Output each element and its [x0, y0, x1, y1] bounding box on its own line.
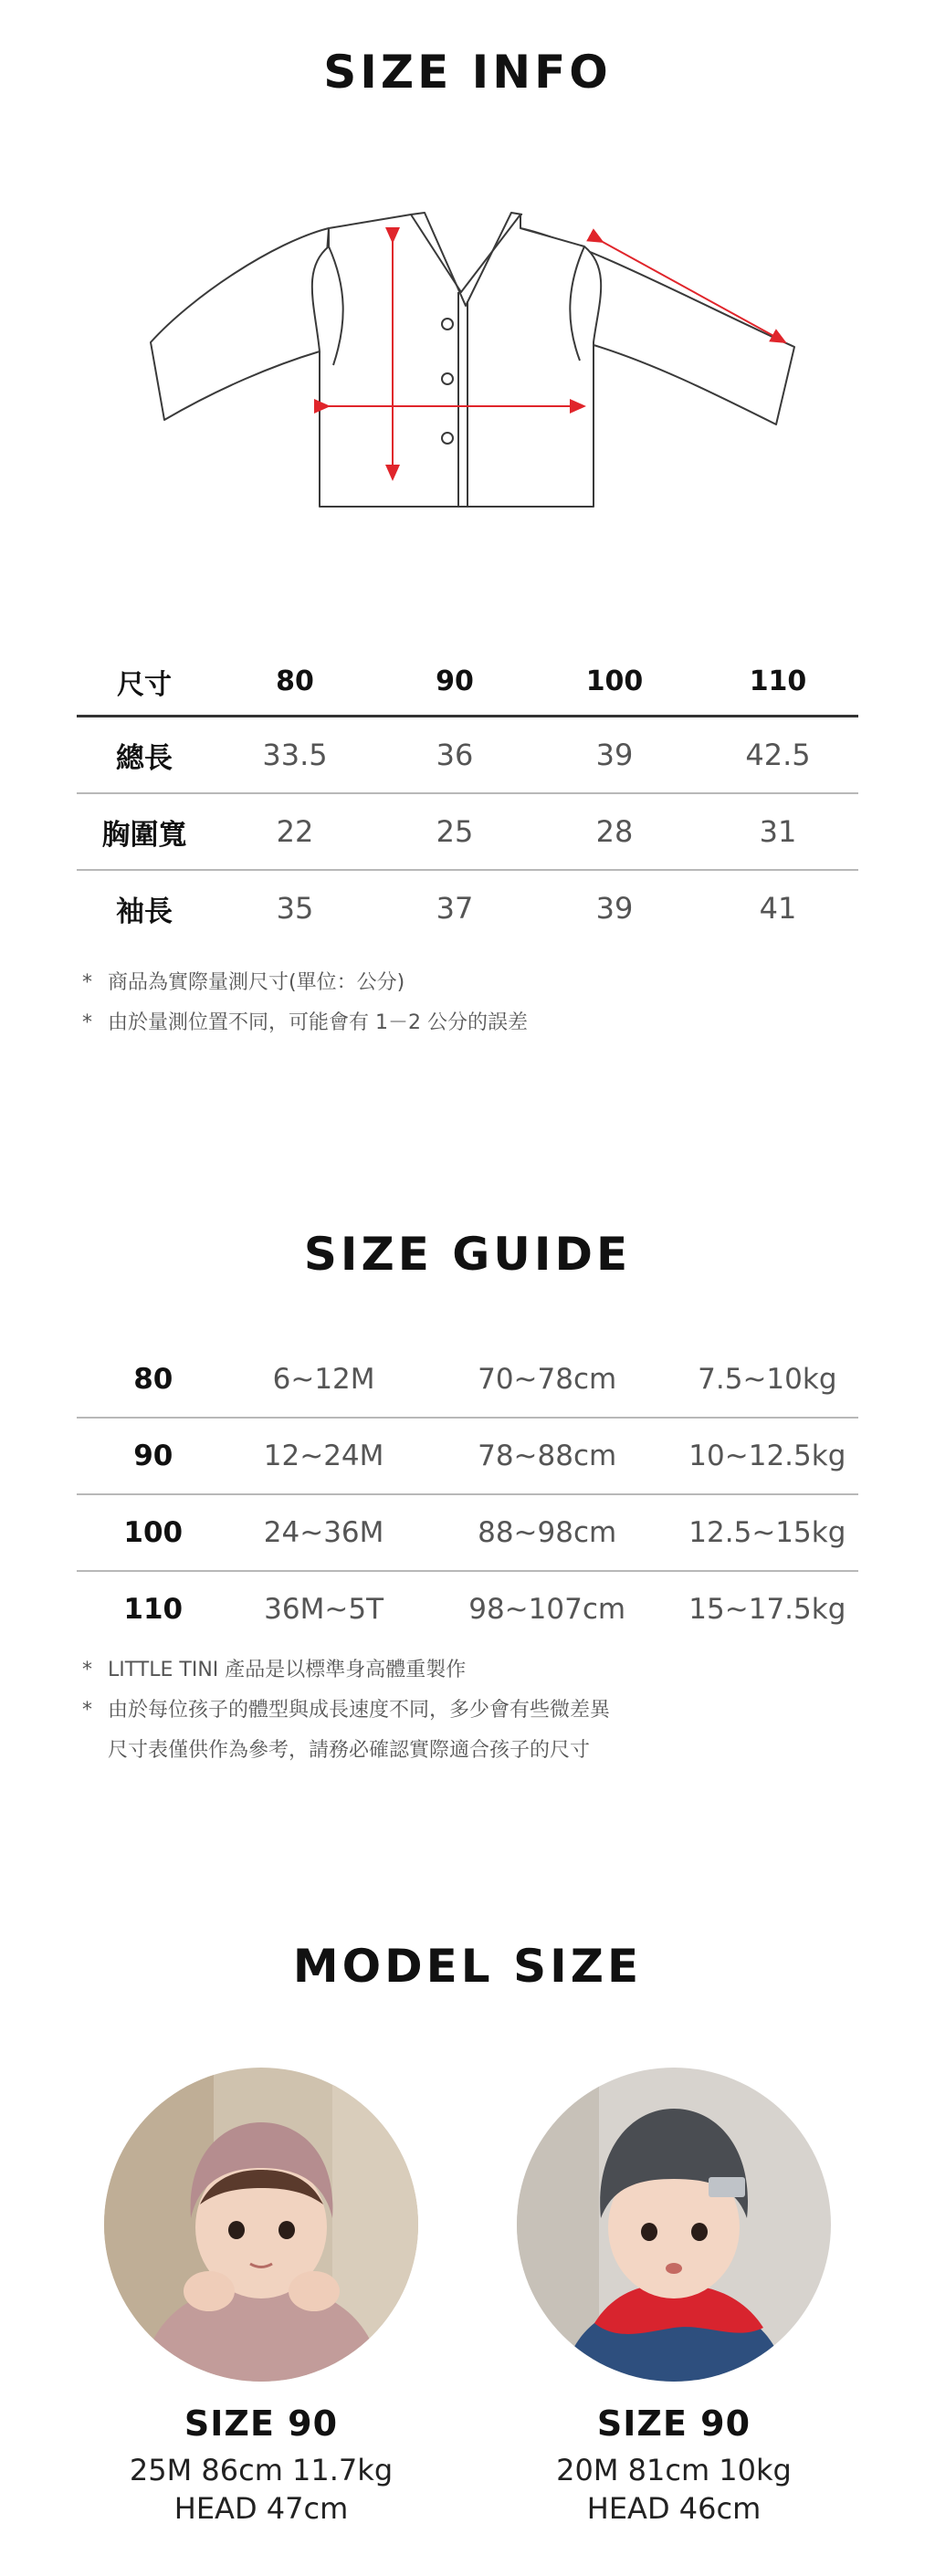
note-text: 由於量測位置不同，可能會有 1－2 公分的誤差	[108, 1011, 528, 1034]
table-cell: 36M~5T	[264, 1593, 383, 1626]
model-stats: 20M 81cm 10kg	[556, 2453, 792, 2487]
table-row	[77, 1342, 858, 1418]
table-cell: 37	[436, 891, 474, 926]
note-item	[82, 1731, 610, 1771]
note-marker: *	[82, 971, 92, 994]
note-item	[82, 1003, 528, 1043]
note-item	[82, 1650, 610, 1691]
size-info-title: SIZE INFO	[323, 46, 612, 99]
table-row	[77, 870, 858, 946]
table-cell: 15~17.5kg	[688, 1593, 846, 1626]
table-cell: 28	[531, 793, 698, 870]
table-row	[77, 793, 858, 870]
model-photo	[517, 2068, 831, 2382]
model-card	[88, 2068, 435, 2526]
model-size-label: SIZE 90	[596, 2403, 751, 2444]
table-cell: 7.5~10kg	[677, 1342, 858, 1418]
table-cell: 25	[378, 793, 531, 870]
table-cell: 10~12.5kg	[677, 1418, 858, 1494]
row-label: 80	[77, 1342, 230, 1418]
table-cell: 12~24M	[230, 1418, 418, 1494]
size-info-table	[77, 648, 858, 946]
table-cell: 88~98cm	[418, 1494, 677, 1571]
table-row	[77, 1571, 858, 1647]
row-label: 100	[77, 1494, 230, 1571]
header-size-100: 100	[531, 648, 698, 717]
note-marker: *	[82, 1699, 92, 1722]
size-info-notes	[82, 963, 528, 1043]
note-text: 由於每位孩子的體型與成長速度不同，多少會有些微差異	[108, 1699, 611, 1722]
note-text: 商品為實際量測尺寸(單位：公分)	[108, 971, 405, 994]
table-cell: 35	[276, 891, 314, 926]
table-header-row	[77, 648, 858, 717]
row-label: 胸圍寬	[77, 793, 212, 870]
table-cell: 33.5	[212, 717, 378, 794]
table-cell: 41	[759, 891, 797, 926]
note-item	[82, 1691, 610, 1731]
table-cell: 70~78cm	[418, 1342, 677, 1418]
table-cell: 42.5	[698, 717, 858, 794]
note-marker: *	[82, 1659, 92, 1681]
table-cell: 22	[212, 793, 378, 870]
table-row	[77, 1418, 858, 1494]
table-row	[77, 1494, 858, 1571]
note-text: LITTLE TINI 產品是以標準身高體重製作	[108, 1659, 467, 1681]
row-label: 袖長	[116, 895, 173, 928]
model-head-size: HEAD 46cm	[586, 2491, 762, 2526]
table-cell: 78~88cm	[418, 1418, 677, 1494]
model-head-size: HEAD 47cm	[173, 2491, 349, 2526]
model-girl-photo	[104, 2068, 418, 2382]
table-cell: 39	[531, 717, 698, 794]
header-size-90: 90	[378, 648, 531, 717]
header-size-110: 110	[698, 648, 858, 717]
table-cell: 24~36M	[230, 1494, 418, 1571]
row-label: 總長	[77, 717, 212, 794]
size-guide-table	[77, 1342, 858, 1647]
table-cell: 98~107cm	[468, 1593, 626, 1626]
model-photo	[104, 2068, 418, 2382]
note-text: 尺寸表僅供作為參考，請務必確認實際適合孩子的尺寸	[108, 1739, 591, 1762]
cardigan-measurement-diagram	[137, 205, 813, 525]
cardigan-illustration	[137, 205, 813, 525]
table-cell: 6~12M	[230, 1342, 418, 1418]
size-guide-title: SIZE GUIDE	[303, 1228, 632, 1281]
row-label: 110	[123, 1593, 184, 1626]
table-row	[77, 717, 858, 794]
size-guide-notes	[82, 1650, 610, 1771]
model-boy-photo	[517, 2068, 831, 2382]
note-item	[82, 963, 528, 1003]
model-size-title: MODEL SIZE	[292, 1940, 643, 1993]
model-size-label: SIZE 90	[184, 2403, 339, 2444]
model-stats: 25M 86cm 11.7kg	[129, 2453, 394, 2487]
table-cell: 31	[698, 793, 858, 870]
header-size-80: 80	[212, 648, 378, 717]
note-marker: *	[82, 1011, 92, 1034]
model-card	[500, 2068, 847, 2526]
table-cell: 12.5~15kg	[677, 1494, 858, 1571]
table-cell: 39	[595, 891, 634, 926]
row-label: 90	[77, 1418, 230, 1494]
table-cell: 36	[378, 717, 531, 794]
header-size-label: 尺寸	[77, 648, 212, 717]
